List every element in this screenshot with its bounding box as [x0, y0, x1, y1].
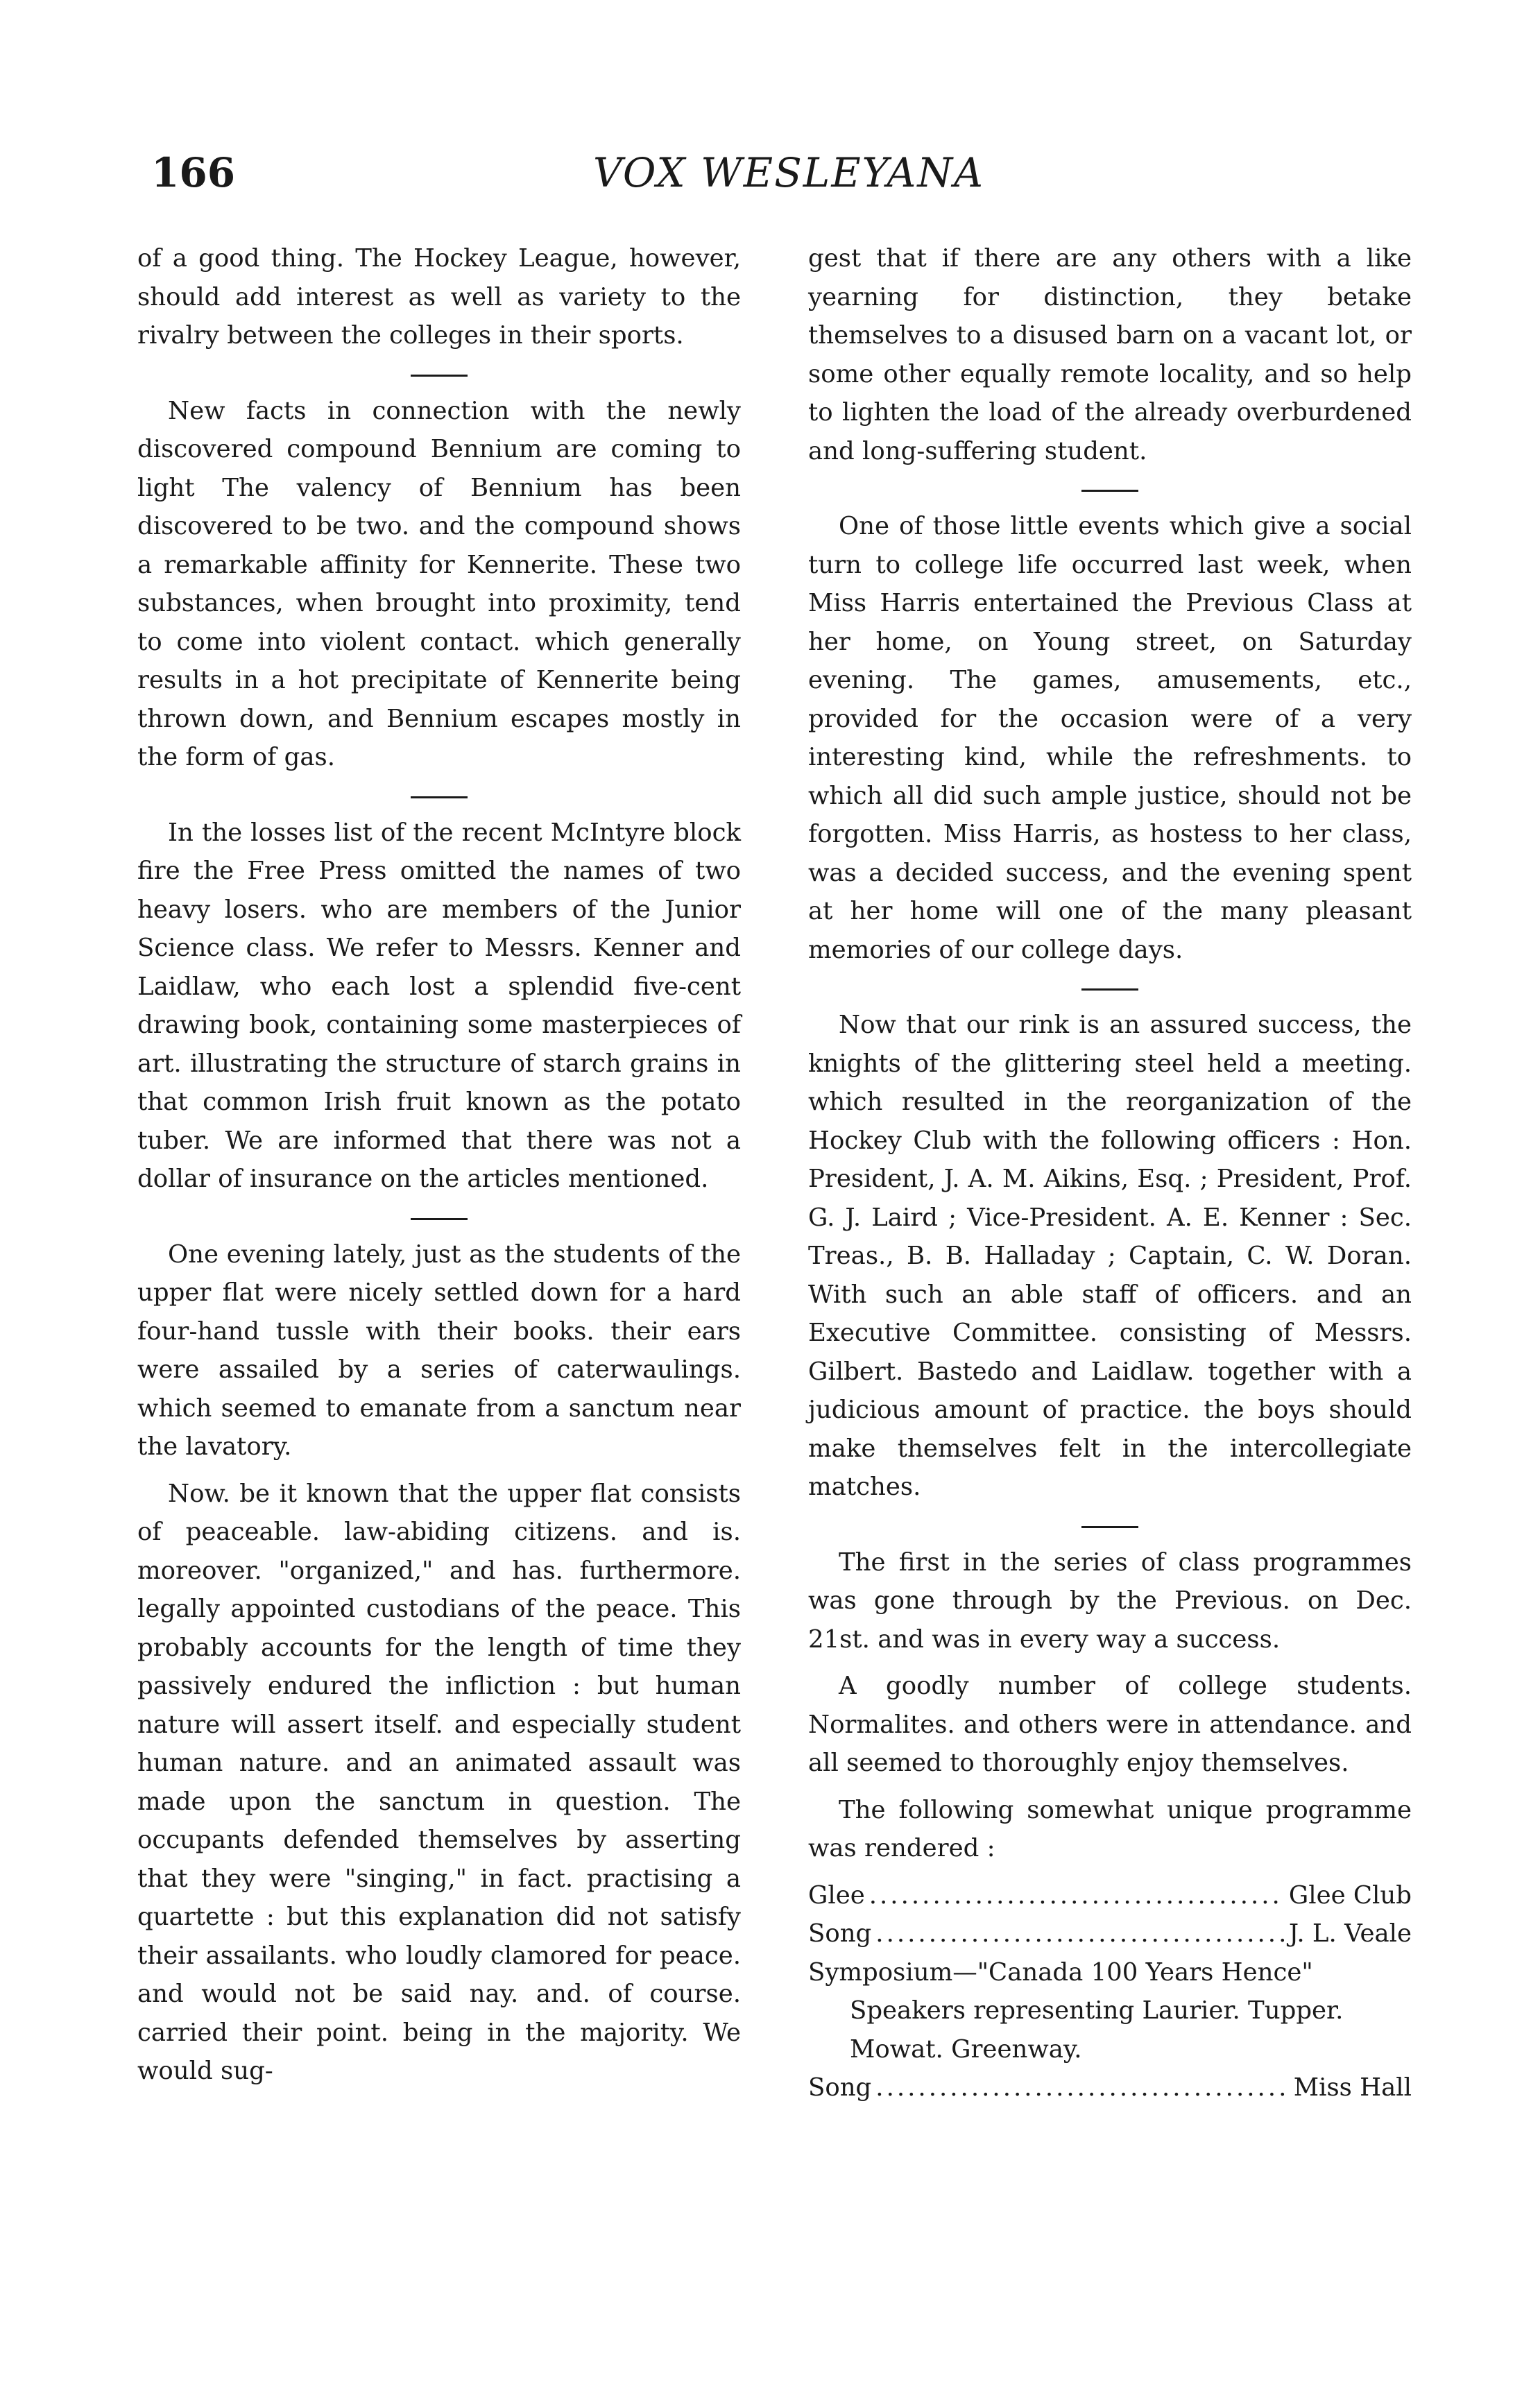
article-paragraph: One evening lately, just as the students of the upper flat were nicely settled down for a hard four-hand tussle with their books. their ears were assailed by a series of caterwaulings. which seemed to emanate from a sanctum near the lavatory.	[137, 1240, 741, 1461]
article-paragraph: One of those little events which give a social turn to college life occurred last week, when Miss Harris entertained the Previous Class at her home, on Young street, on Saturday evening. The games, amusements, etc., provided for the occasion were of a very interesting kind, while the refreshments. to which all did such ample justice, should not be forgotten. Miss Harris, as hostess to her class, was a decided success, and the evening spent at her home will one of the many pleasant memories of our college days.	[808, 512, 1412, 964]
article-paragraph: of a good thing. The Hockey League, however, should add interest as well as variety to the rivalry between the colleges in their sports.	[137, 244, 741, 350]
article-paragraph: New facts in connection with the newly discovered compound Bennium are coming to light The valency of Bennium has been discovered to be two. and the compound shows a remarkable affinity for Kennerite. These two substances, when brought into proximity, tend to come into violent contact. which generally results in a hot precipitate of Kennerite being thrown down, and Bennium escapes mostly in the form of gas.	[137, 396, 741, 771]
journal-title: VOX WESLEYANA	[593, 149, 984, 196]
programme-item-name: Symposium—"Canada 100 Years Hence"	[808, 1957, 1313, 1987]
programme-item	[808, 1876, 1412, 1915]
programme-list	[808, 1876, 1412, 2107]
programme-item	[808, 1953, 1412, 1992]
article-paragraph: gest that if there are any others with a like yearning for distinction, they betake themselves to a disused barn on a vacant lot, or some other equally remote locality, and so help to lighten the load of the already overburdened and long-suffering student.	[808, 244, 1412, 465]
article-paragraph: Now that our rink is an assured success, the knights of the glittering steel held a meeting. which resulted in the reorganization of the Hockey Club with the following officers : Hon. President, J. A. M. Aikins, Esq. ; President, Prof. G. J. Laird ; Vice-President. A. E. Kenner : Sec. Treas., B. B. Halladay ; Captain, C. W. Doran. With such an able staff of officers. and an Executive Committee. consisting of Messrs. Gilbert. Bastedo and Laidlaw. together with a judicious amount of practice. the boys should make themselves felt in the intercollegiate matches.	[808, 1011, 1412, 1501]
section-divider	[411, 796, 468, 798]
page-number: 166	[151, 149, 236, 196]
leader-dots	[875, 2068, 1289, 2107]
right-column	[808, 239, 1412, 2107]
programme-item-note: Speakers representing Laurier. Tupper. Mowat. Greenway.	[850, 1996, 1344, 2064]
programme-item	[808, 1914, 1412, 1953]
programme-item-performer: Miss Hall	[1293, 2073, 1412, 2102]
article-paragraph: A goodly number of college students. Normalites. and others were in attendance. and all seemed to thoroughly enjoy themselves.	[808, 1672, 1412, 1777]
programme-item-name: Song	[808, 2073, 872, 2102]
section-divider	[411, 375, 468, 377]
programme-item-name: Song	[808, 1919, 872, 1948]
page-header	[0, 149, 1540, 205]
article-paragraph: The first in the series of class programmes was gone through by the Previous. on Dec. 21st. and was in every way a success.	[808, 1548, 1412, 1654]
left-column	[137, 239, 741, 2091]
section-divider	[1081, 490, 1138, 492]
programme-item-performer: J. L. Veale	[1288, 1919, 1412, 1948]
section-divider	[411, 1218, 468, 1220]
article-paragraph: The following somewhat unique programme was rendered :	[808, 1795, 1412, 1862]
section-divider	[1081, 988, 1138, 991]
article-paragraph: Now. be it known that the upper flat consists of peaceable. law-abiding citizens. and is. moreover. "organized," and has. furthermore. legally appointed custodians of the peace. This probably accounts for the length of time they passively endured the infliction : but human nature will assert itself. and especially student human nature. and an animated assault was made upon the sanctum in question. The occupants defended themselves by asserting that they were "singing," in fact. practising a quartette : but this explanation did not satisfy their assailants. who loudly clamored for peace. and would not be said nay. and. of course. carried their point. being in the majority. We would sug-	[137, 1479, 741, 2085]
leader-dots	[869, 1876, 1285, 1915]
leader-dots	[875, 1914, 1285, 1953]
programme-item-performer: Glee Club	[1288, 1880, 1412, 1910]
programme-item	[808, 2068, 1412, 2107]
section-divider	[1081, 1526, 1138, 1528]
article-paragraph: In the losses list of the recent McIntyre block fire the Free Press omitted the names of two heavy losers. who are members of the Junior Science class. We refer to Messrs. Kenner and Laidlaw, who each lost a splendid five-cent drawing book, containing some masterpieces of art. illustrating the structure of starch grains in that common Irish fruit known as the potato tuber. We are informed that there was not a dollar of insurance on the articles mentioned.	[137, 818, 741, 1193]
programme-item-name: Glee	[808, 1880, 865, 1910]
